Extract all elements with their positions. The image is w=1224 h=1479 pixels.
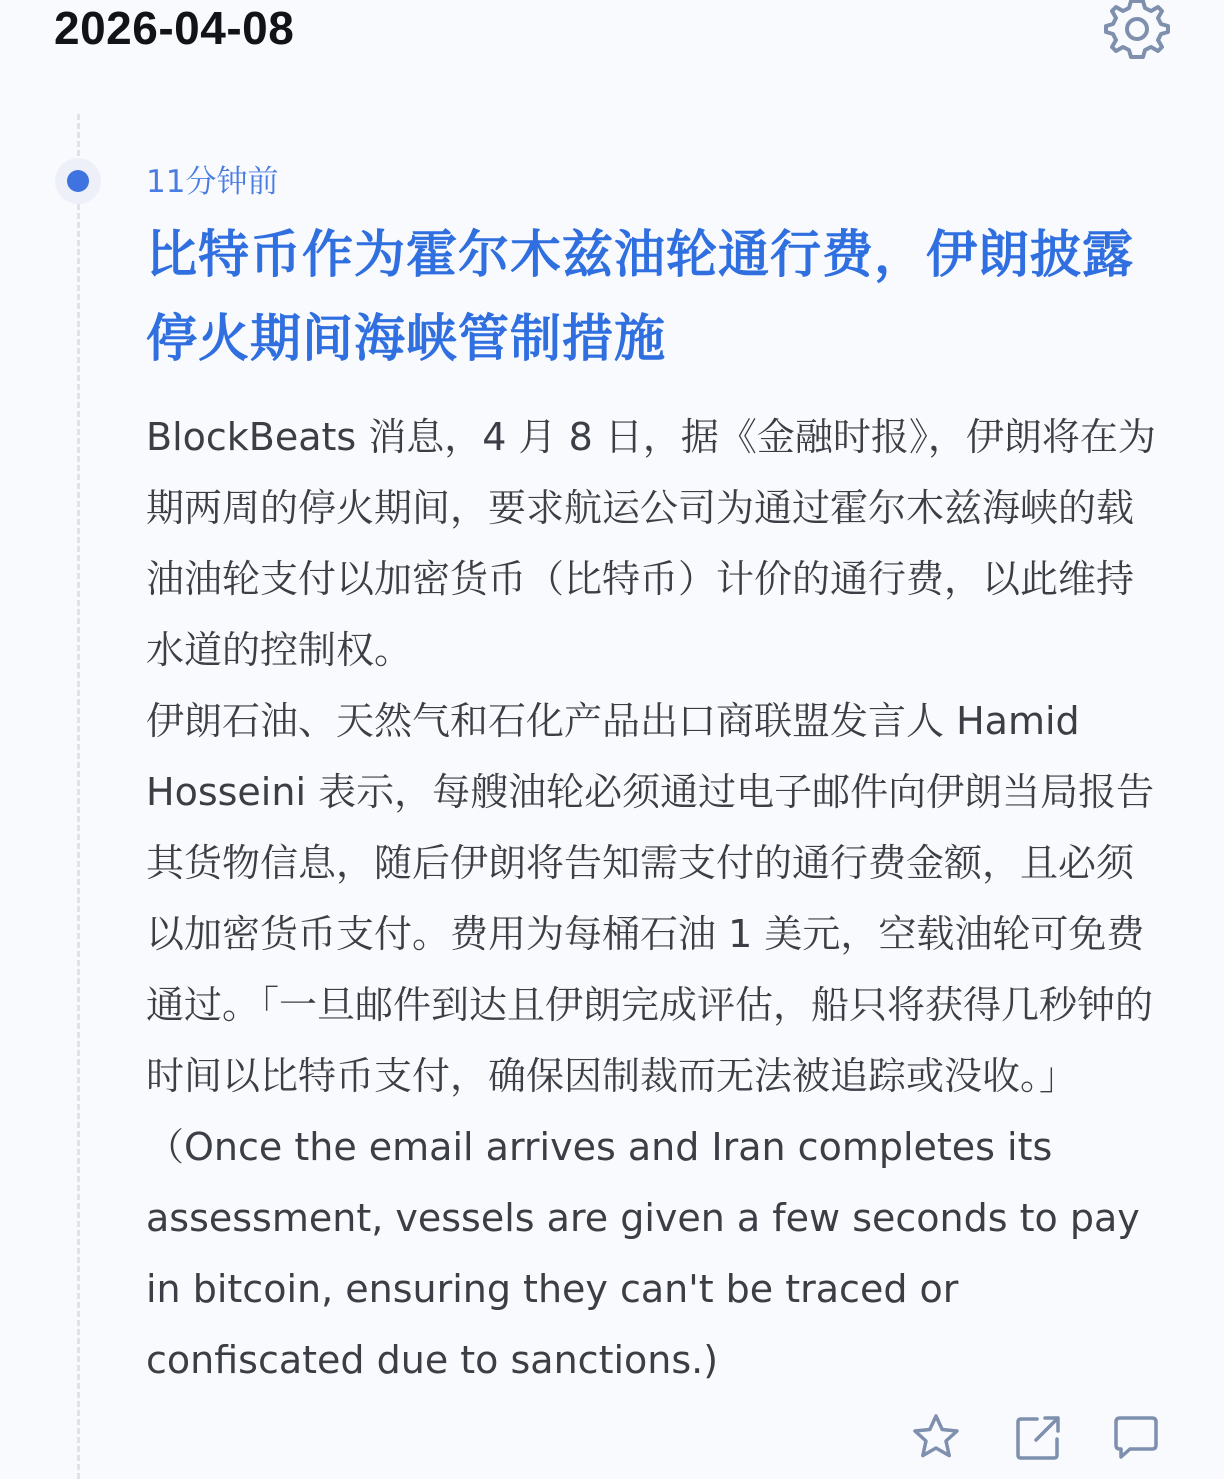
share-icon[interactable] [1010,1410,1066,1466]
article-title[interactable]: 比特币作为霍尔木兹油轮通行费，伊朗披露停火期间海峡管制措施 [146,226,1135,369]
gear-icon[interactable] [1102,0,1172,64]
article-body [146,402,1166,1396]
date-header: 2026-04-08 [54,2,295,54]
timestamp: 11分钟前 [146,164,279,200]
article-paragraph: BlockBeats 消息，4 月 8 日，据《金融时报》，伊朗将在为期两周的停火期间，要求航运公司为通过霍尔木兹海峡的载油油轮支付以加密货币（比特币）计价的通行费，以此维持水道的控制权。 [146,415,1156,672]
timeline-line [77,114,80,1479]
article-paragraph: 伊朗石油、天然气和石化产品出口商联盟发言人 Hamid Hosseini 表示，每艘油轮必须通过电子邮件向伊朗当局报告其货物信息，随后伊朗将告知需支付的通行费金额，且必须以加密货币支付。费用为每桶石油 1 美元，空载油轮可免费通过。「一旦邮件到达且伊朗完成评估，船只将获得几秒钟的时间以比特币支付，确保因制裁而无法被追踪或没收。」（Once the email arrives and Iran completes its assessment, vessels are given a few seconds to pay in bitcoin, ensuring they can't be traced or confiscated due to sanctions.) [146,699,1155,1382]
timeline-dot [67,170,89,192]
comment-icon[interactable] [1108,1410,1164,1466]
star-icon[interactable] [908,1410,964,1466]
